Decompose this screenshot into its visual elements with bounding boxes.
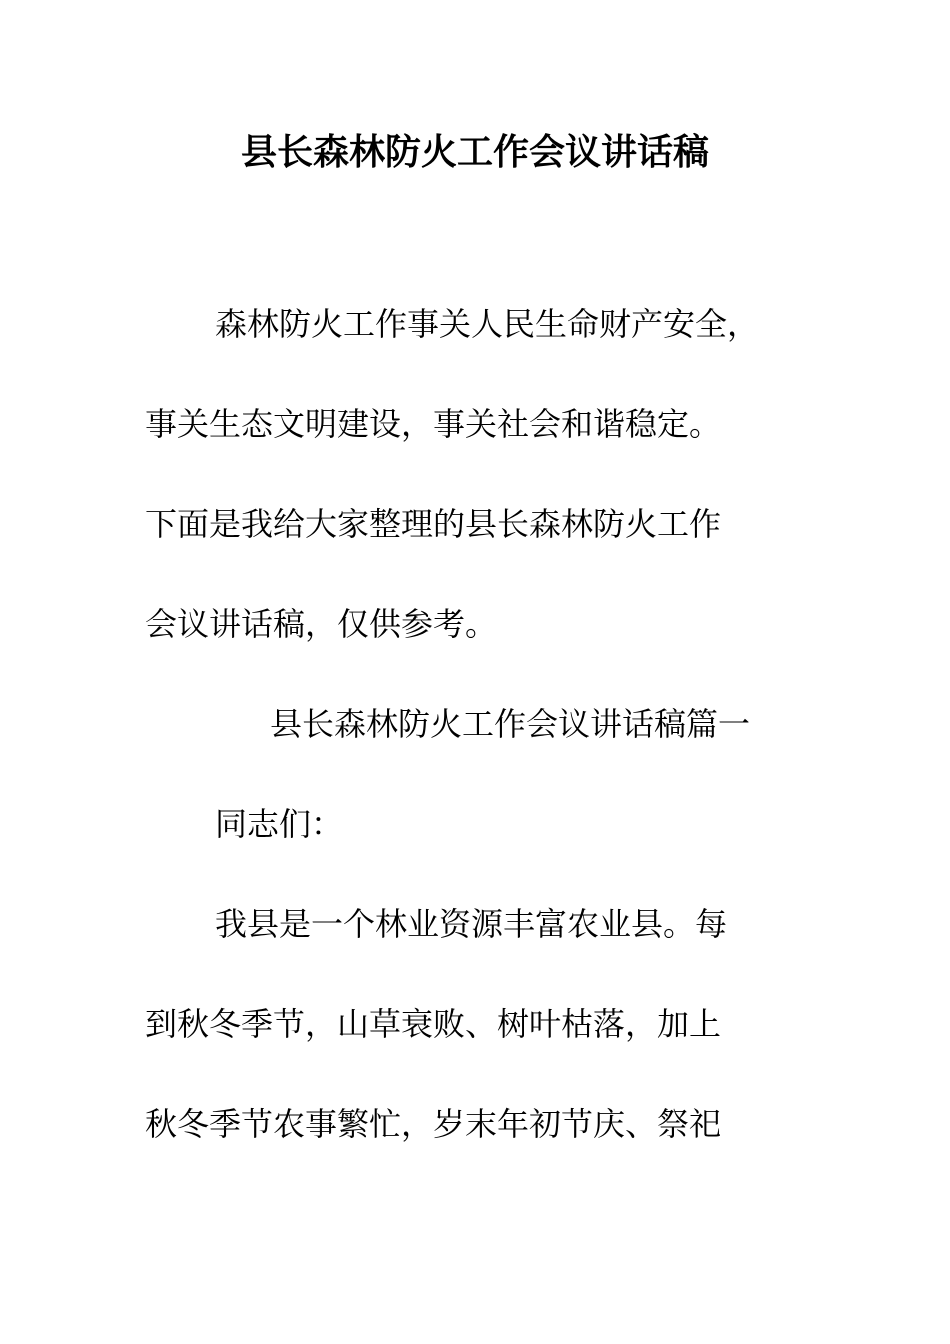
paragraph-intro-line-2: 事关生态文明建设，事关社会和谐稳定。 (145, 405, 722, 443)
paragraph-body-line-2: 到秋冬季节，山草衰败、树叶枯落，加上 (145, 1005, 722, 1043)
paragraph-body-line-1: 我县是一个林业资源丰富农业县。每 (215, 905, 728, 943)
paragraph-intro-line-1: 森林防火工作事关人民生命财产安全， (215, 305, 760, 343)
section-heading: 县长森林防火工作会议讲话稿篇一 (270, 705, 751, 743)
salutation: 同志们： (215, 805, 344, 843)
paragraph-intro-line-3: 下面是我给大家整理的县长森林防火工作 (145, 505, 722, 543)
paragraph-body-line-3: 秋冬季节农事繁忙，岁末年初节庆、祭祀 (145, 1105, 722, 1143)
paragraph-intro-line-4: 会议讲话稿，仅供参考。 (145, 605, 498, 643)
document-title: 县长森林防火工作会议讲话稿 (240, 132, 709, 173)
